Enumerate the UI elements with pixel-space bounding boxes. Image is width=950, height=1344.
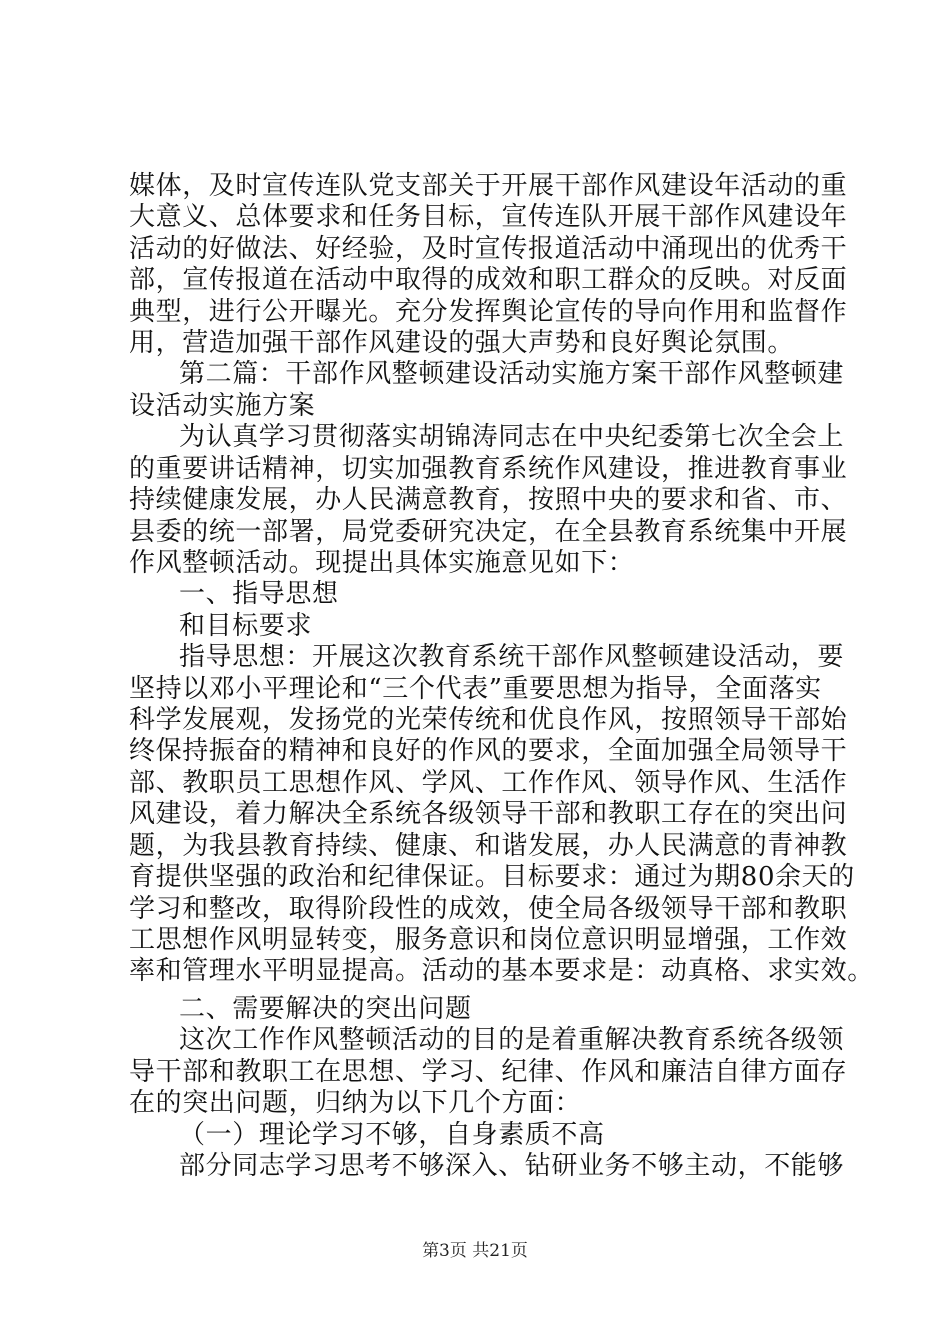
subsection-heading: （一）理论学习不够，自身素质不高 <box>179 1120 605 1150</box>
body-text-line: 县委的统一部署，局党委研究决定，在全县教育系统集中开展 <box>129 517 848 547</box>
body-text-line: 作风整顿活动。现提出具体实施意见如下： <box>129 548 635 578</box>
body-text-line: 题，为我县教育持续、健康、和谐发展，办人民满意的青神教 <box>129 831 848 861</box>
chapter-heading: 第二篇：干部作风整顿建设活动实施方案干部作风整顿建 <box>179 359 845 389</box>
body-text-line: 典型，进行公开曝光。充分发挥舆论宣传的导向作用和监督作 <box>129 297 848 327</box>
body-text-line: 部分同志学习思考不够深入、钻研业务不够主动，不能够 <box>179 1151 845 1181</box>
body-text-line: 科学发展观，发扬党的光荣传统和优良作风，按照领导干部始 <box>129 705 848 735</box>
body-text-line: 这次工作作风整顿活动的目的是着重解决教育系统各级领 <box>179 1025 845 1055</box>
section-heading-continued: 和目标要求 <box>179 611 313 641</box>
body-text-line: 的重要讲话精神，切实加强教育系统作风建设，推进教育事业 <box>129 454 848 484</box>
body-text-line: 指导思想：开展这次教育系统干部作风整顿建设活动，要 <box>179 642 845 672</box>
body-text-line: 学习和整改，取得阶段性的成效，使全局各级领导干部和教职 <box>129 894 848 924</box>
body-text-line: 在的突出问题，归纳为以下几个方面： <box>129 1088 582 1118</box>
section-heading: 二、需要解决的突出问题 <box>179 994 472 1024</box>
body-text-line: 终保持振奋的精神和良好的作风的要求，全面加强全局领导干 <box>129 736 848 766</box>
body-text-line: 部、教职员工思想作风、学风、工作作风、领导作风、生活作 <box>129 768 848 798</box>
body-text-line: 媒体，及时宣传连队党支部关于开展干部作风建设年活动的重 <box>129 171 848 201</box>
body-text-line: 导干部和教职工在思想、学习、纪律、作风和廉洁自律方面存 <box>129 1057 848 1087</box>
body-text-line: 大意义、总体要求和任务目标，宣传连队开展干部作风建设年 <box>129 202 848 232</box>
body-text-line: 活动的好做法、好经验，及时宣传报道活动中涌现出的优秀干 <box>129 234 848 264</box>
body-text-line: 风建设，着力解决全系统各级领导干部和教职工存在的突出问 <box>129 799 848 829</box>
body-text-line: 持续健康发展，办人民满意教育，按照中央的要求和省、市、 <box>129 485 848 515</box>
body-text-line: 部，宣传报道在活动中取得的成效和职工群众的反映。对反面 <box>129 265 848 295</box>
body-text-line: 工思想作风明显转变，服务意识和岗位意识明显增强，工作效 <box>129 925 848 955</box>
body-text-line: 为认真学习贯彻落实胡锦涛同志在中央纪委第七次全会上 <box>179 422 845 452</box>
page-number-footer: 第3页 共21页 <box>422 1241 528 1261</box>
body-text-line: 坚持以邓小平理论和“三个代表”重要思想为指导，全面落实 <box>129 674 822 704</box>
body-text-line: 率和管理水平明显提高。活动的基本要求是：动真格、求实效。 <box>129 956 874 986</box>
body-text-line: 用，营造加强干部作风建设的强大声势和良好舆论氛围。 <box>129 328 795 358</box>
chapter-heading-continued: 设活动实施方案 <box>129 391 316 421</box>
body-text-line: 育提供坚强的政治和纪律保证。目标要求：通过为期80余天的 <box>129 862 855 892</box>
section-heading: 一、指导思想 <box>179 579 339 609</box>
